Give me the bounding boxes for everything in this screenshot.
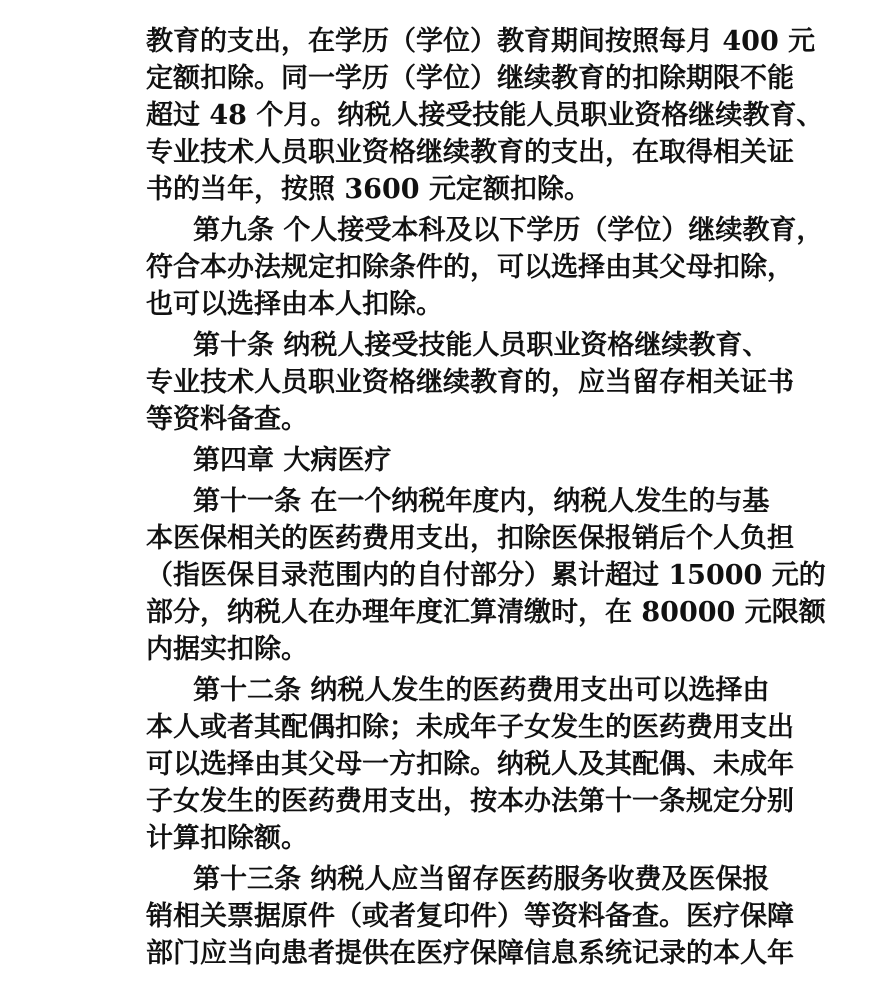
paragraph-line: 本医保相关的医药费用支出，扣除医保报销后个人负担 — [146, 523, 794, 554]
paragraph-line: 部分，纳税人在办理年度汇算清缴时，在 80000 元限额 — [146, 597, 826, 628]
paragraph-line: 专业技术人员职业资格继续教育的支出，在取得相关证 — [146, 137, 794, 168]
paragraph-line: 教育的支出，在学历（学位）教育期间按照每月 400 元 — [146, 26, 816, 57]
paragraph-line: 部门应当向患者提供在医疗保障信息系统记录的本人年 — [146, 938, 794, 969]
article-12-heading-line: 第十二条 纳税人发生的医药费用支出可以选择由 — [193, 675, 770, 706]
paragraph-line: 可以选择由其父母一方扣除。纳税人及其配偶、未成年 — [146, 749, 794, 780]
paragraph-line: 超过 48 个月。纳税人接受技能人员职业资格继续教育、 — [146, 100, 824, 131]
article-9-heading-line: 第九条 个人接受本科及以下学历（学位）继续教育， — [193, 215, 824, 246]
chapter-4-heading: 第四章 大病医疗 — [193, 445, 392, 476]
paragraph-line: 内据实扣除。 — [146, 634, 308, 665]
paragraph-line: 也可以选择由本人扣除。 — [146, 289, 443, 320]
paragraph-line: 销相关票据原件（或者复印件）等资料备查。医疗保障 — [146, 901, 794, 932]
paragraph-line: 本人或者其配偶扣除；未成年子女发生的医药费用支出 — [146, 712, 794, 743]
article-11-heading-line: 第十一条 在一个纳税年度内，纳税人发生的与基 — [193, 486, 770, 517]
article-13-heading-line: 第十三条 纳税人应当留存医药服务收费及医保报 — [193, 864, 770, 895]
paragraph-line: 计算扣除额。 — [146, 823, 308, 854]
paragraph-line: 定额扣除。同一学历（学位）继续教育的扣除期限不能 — [146, 63, 794, 94]
article-10-heading-line: 第十条 纳税人接受技能人员职业资格继续教育、 — [193, 330, 770, 361]
paragraph-line: 符合本办法规定扣除条件的，可以选择由其父母扣除， — [146, 252, 794, 283]
paragraph-line: 专业技术人员职业资格继续教育的，应当留存相关证书 — [146, 367, 794, 398]
paragraph-line: 等资料备查。 — [146, 404, 308, 435]
paragraph-line: 书的当年，按照 3600 元定额扣除。 — [146, 174, 591, 205]
paragraph-line: 子女发生的医药费用支出，按本办法第十一条规定分别 — [146, 786, 794, 817]
paragraph-line: （指医保目录范围内的自付部分）累计超过 15000 元的 — [146, 560, 826, 591]
